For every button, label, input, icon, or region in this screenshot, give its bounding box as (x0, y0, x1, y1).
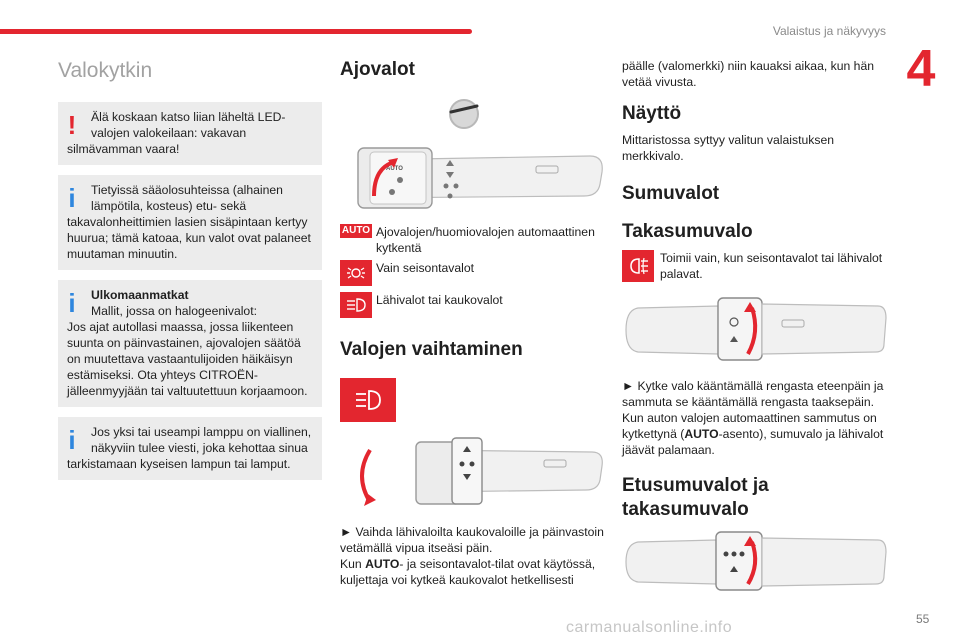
note-text: takavalonheittimien lasien sisäpintaan kertyy huurua; tämä katoaa, kun valot ovat palaneet muutaman minuutin. (67, 215, 311, 261)
warning-note (58, 102, 322, 165)
heading-rear-fog: Takasumuvalo (622, 221, 753, 242)
note-text: Jos ajat autollasi maassa, jossa liikenteen suunta on päinvastainen, ajovalojen säätöä on muutettava vastaantulijoiden häikäisyn estämiseksi. Ota yhteys CITROËN-jälleenmyyjään tai valtuutettuun korjaamoon. (67, 320, 308, 398)
note-line: Älä koskaan katso liian läheltä LED- (91, 110, 286, 124)
info-icon: i (68, 183, 76, 213)
note-heading (67, 287, 313, 303)
note-line: lämpötila, kosteus) etu- sekä (91, 199, 247, 213)
note-line: Mallit, jossa on halogeenivalot: (91, 304, 257, 318)
low-high-beam-icon (340, 292, 372, 318)
heading-headlights: Ajovalot (340, 59, 415, 80)
page-number: 55 (916, 612, 930, 626)
heading-light-change: Valojen vaihtaminen (340, 339, 523, 360)
legend-item-parking (340, 260, 604, 286)
para-bold: AUTO (365, 557, 400, 571)
note-heading-text: Ulkomaanmatkat (91, 288, 189, 302)
chapter-number: 4 (906, 40, 936, 98)
front-rear-fog-stalk-illustration (622, 530, 888, 592)
para-text: Mittaristossa syttyy valitun valaistuksen merkkivalo. (622, 133, 835, 163)
para-prefix: Kun auton valojen automaattinen sammutus on kytkettynä ( (622, 411, 877, 441)
flash-paragraph (340, 524, 604, 588)
legend-item-auto (340, 224, 604, 256)
high-beam-icon (340, 378, 396, 422)
column-2 (340, 52, 604, 588)
note-text: silmävamman vaara! (67, 142, 180, 156)
heading-display: Näyttö (622, 103, 682, 124)
legend-item-beams (340, 292, 604, 318)
legend-text: Ajovalojen/huomiovalojen automaattinen kytkentä (376, 225, 595, 255)
column-1 (58, 52, 322, 490)
rear-fog-paragraph (622, 378, 888, 458)
para-rest: -asento), sumuvalo ja lähivalot jäävät palamaan. (622, 427, 884, 457)
note-line: Tietyissä sääolosuhteissa (alhainen (91, 183, 283, 197)
rear-fog-text: Toimii vain, kun seisontavalot tai lähivalot palavat. (660, 251, 883, 281)
column-3 (622, 52, 888, 592)
rear-fog-row (622, 250, 888, 282)
info-note (58, 175, 322, 270)
warning-icon: ! (67, 110, 77, 140)
para-text: ► Kytke valo kääntämällä rengasta eteenpäin ja sammuta se kääntämällä rengasta taaksepäin. (622, 379, 884, 409)
page-title: Valokytkin (58, 59, 153, 82)
stalk-auto-label: AUTO (386, 166, 403, 172)
legend-list (340, 224, 604, 318)
section-title: Valaistus ja näkyvyys (772, 24, 886, 38)
para-rest: - ja seisontavalot-tilat ovat käytössä, kuljettaja voi kytkeä kaukovalot hetkellisesti (340, 557, 596, 587)
heading-fog-lights: Sumuvalot (622, 183, 720, 204)
steering-wheel-icon (340, 94, 604, 130)
parking-lights-icon (340, 260, 372, 286)
legend-text: Lähivalot tai kaukovalot (376, 293, 503, 307)
legend-text: Vain seisontavalot (376, 261, 475, 275)
info-icon: i (68, 425, 76, 455)
watermark: carmanualsonline.info (566, 619, 733, 636)
para-bold: AUTO (684, 427, 719, 441)
para-text (622, 410, 888, 458)
rear-fog-icon (622, 250, 654, 282)
note-line: valojen valokeilaan: vakavan (91, 126, 247, 140)
info-icon: i (68, 288, 76, 318)
info-note (58, 417, 322, 480)
para-text (340, 556, 604, 588)
info-note (58, 280, 322, 407)
top-accent-bar (0, 29, 472, 34)
para-text: ► Vaihda lähivaloilta kaukovaloille ja päinvastoin vetämällä vipua itseäsi päin. (340, 525, 604, 555)
note-text: tarkistamaan kyseisen lampun tai lamput. (67, 457, 291, 471)
auto-badge: AUTO (341, 225, 371, 236)
headlight-flash-stalk-illustration (340, 436, 604, 508)
rear-fog-stalk-illustration (622, 292, 888, 366)
heading-front-rear-fog: Etusumuvalot ja takasumuvalo (622, 475, 769, 520)
para-prefix: Kun (340, 557, 366, 571)
lighting-stalk-illustration (340, 134, 604, 214)
para-text: päälle (valomerkki) niin kauaksi aikaa, kun hän vetää vivusta. (622, 59, 875, 89)
note-line: näkyviin tulee viesti, joka kehottaa sinua (91, 441, 308, 455)
note-line: Jos yksi tai useampi lamppu on viallinen, (91, 425, 312, 439)
